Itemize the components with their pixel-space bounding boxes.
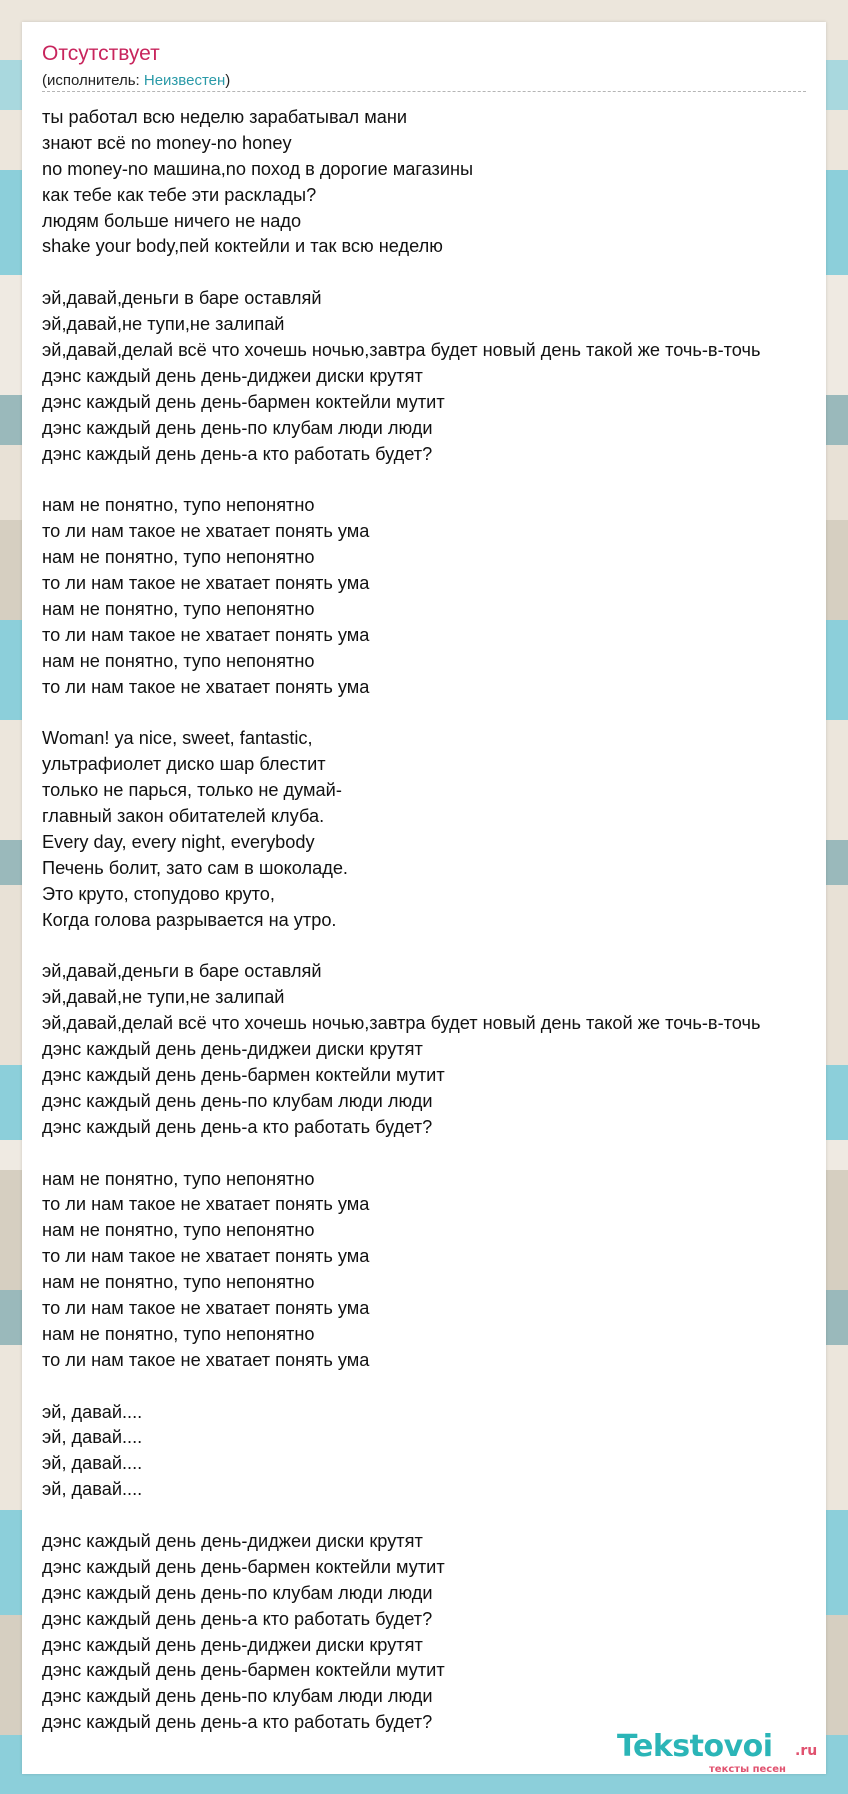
lyric-line: то ли нам такое не хватает понять ума [42, 1297, 370, 1318]
lyric-blank-line [42, 1374, 826, 1400]
lyric-line: Когда голова разрывается на утро. [42, 909, 337, 930]
song-title: Отсутствует [42, 42, 160, 65]
lyric-line: Печень болит, зато сам в шоколаде. [42, 857, 348, 878]
lyric-blank-line [42, 934, 826, 960]
lyric-blank-line [42, 700, 826, 726]
lyric-line: дэнс каждый день день-диджеи диски крутят [42, 1634, 423, 1655]
lyric-line: нам не понятно, тупо непонятно [42, 495, 315, 516]
lyric-line: дэнс каждый день день-бармен коктейли мутит [42, 1064, 445, 1085]
lyric-line: то ли нам такое не хватает понять ума [42, 521, 370, 542]
artist-prefix: (исполнитель: [42, 72, 144, 89]
lyric-line: дэнс каждый день день-бармен коктейли мутит [42, 391, 445, 412]
lyric-line: эй,давай,не тупи,не залипай [42, 987, 285, 1008]
lyric-line: то ли нам такое не хватает понять ума [42, 1349, 370, 1370]
logo-domain: .ru [795, 1743, 818, 1759]
lyric-line: эй, давай.... [42, 1479, 143, 1500]
lyrics-text [42, 105, 826, 1736]
lyric-line: дэнс каждый день день-диджеи диски крутят [42, 1530, 423, 1551]
lyric-line: то ли нам такое не хватает понять ума [42, 573, 370, 594]
lyric-line: shake your body,пей коктейли и так всю неделю [42, 236, 443, 257]
lyric-line: эй,давай,деньги в баре оставляй [42, 961, 322, 982]
lyric-line: эй,давай,делай всё что хочешь ночью,завтра будет новый день такой же точь-в-точь [42, 340, 761, 361]
lyric-line: только не парься, только не думай- [42, 780, 342, 801]
lyric-line: знают всё no money-no honey [42, 132, 292, 153]
lyric-line: эй, давай.... [42, 1401, 143, 1422]
lyric-line: то ли нам такое не хватает понять ума [42, 624, 370, 645]
lyric-line: Это круто, стопудово круто, [42, 883, 275, 904]
lyric-line: ультрафиолет диско шар блестит [42, 754, 326, 775]
lyric-line: нам не понятно, тупо непонятно [42, 650, 315, 671]
lyric-line: то ли нам такое не хватает понять ума [42, 676, 370, 697]
lyric-line: дэнс каждый день день-бармен коктейли мутит [42, 1660, 445, 1681]
divider [42, 91, 806, 92]
lyric-line: главный закон обитателей клуба. [42, 806, 325, 827]
lyric-blank-line [42, 260, 826, 286]
lyric-line: эй, давай.... [42, 1453, 143, 1474]
lyric-line: дэнс каждый день день-диджеи диски крутят [42, 1039, 423, 1060]
lyric-line: дэнс каждый день день-по клубам люди люди [42, 1090, 433, 1111]
lyrics-card [22, 22, 826, 1774]
lyric-line: дэнс каждый день день-а кто работать будет? [42, 1608, 433, 1629]
lyric-line: дэнс каждый день день-а кто работать будет? [42, 1116, 433, 1137]
lyric-line: нам не понятно, тупо непонятно [42, 598, 315, 619]
lyric-line: no money-no машина,no поход в дорогие магазины [42, 158, 474, 179]
lyric-line: дэнс каждый день день-по клубам люди люди [42, 1582, 433, 1603]
artist-line [42, 72, 230, 89]
lyric-line: Every day, every night, everybody [42, 831, 315, 852]
lyric-line: как тебе как тебе эти расклады? [42, 184, 317, 205]
lyric-line: дэнс каждый день день-по клубам люди люди [42, 417, 433, 438]
lyric-line: эй,давай,не тупи,не залипай [42, 314, 285, 335]
lyric-line: то ли нам такое не хватает понять ума [42, 1246, 370, 1267]
lyric-line: дэнс каждый день день-а кто работать будет? [42, 443, 433, 464]
lyric-line: эй,давай,деньги в баре оставляй [42, 288, 322, 309]
site-logo[interactable] [617, 1729, 817, 1773]
logo-tagline: тексты песен [709, 1764, 786, 1774]
artist-suffix: ) [225, 72, 231, 89]
logo-wordmark: Tekstovoi [617, 1729, 773, 1764]
lyric-blank-line [42, 467, 826, 493]
lyric-line: нам не понятно, тупо непонятно [42, 1168, 315, 1189]
lyric-line: ты работал всю неделю зарабатывал мани [42, 107, 408, 127]
lyric-line: то ли нам такое не хватает понять ума [42, 1194, 370, 1215]
lyric-line: дэнс каждый день день-диджеи диски крутят [42, 365, 423, 386]
lyric-line: нам не понятно, тупо непонятно [42, 547, 315, 568]
lyric-line: дэнс каждый день день-бармен коктейли мутит [42, 1556, 445, 1577]
lyric-line: нам не понятно, тупо непонятно [42, 1323, 315, 1344]
artist-link[interactable]: Неизвестен [143, 72, 226, 89]
lyric-line: Woman! ya nice, sweet, fantastic, [42, 728, 313, 749]
lyric-line: нам не понятно, тупо непонятно [42, 1272, 315, 1293]
lyric-line: людям больше ничего не надо [42, 210, 302, 231]
lyric-line: дэнс каждый день день-по клубам люди люди [42, 1686, 433, 1707]
lyric-blank-line [42, 1503, 826, 1529]
lyric-blank-line [42, 1141, 826, 1167]
lyric-line: дэнс каждый день день-а кто работать будет? [42, 1712, 433, 1733]
lyric-line: нам не понятно, тупо непонятно [42, 1220, 315, 1241]
lyric-line: эй, давай.... [42, 1427, 143, 1448]
lyric-line: эй,давай,делай всё что хочешь ночью,завтра будет новый день такой же точь-в-точь [42, 1013, 761, 1034]
